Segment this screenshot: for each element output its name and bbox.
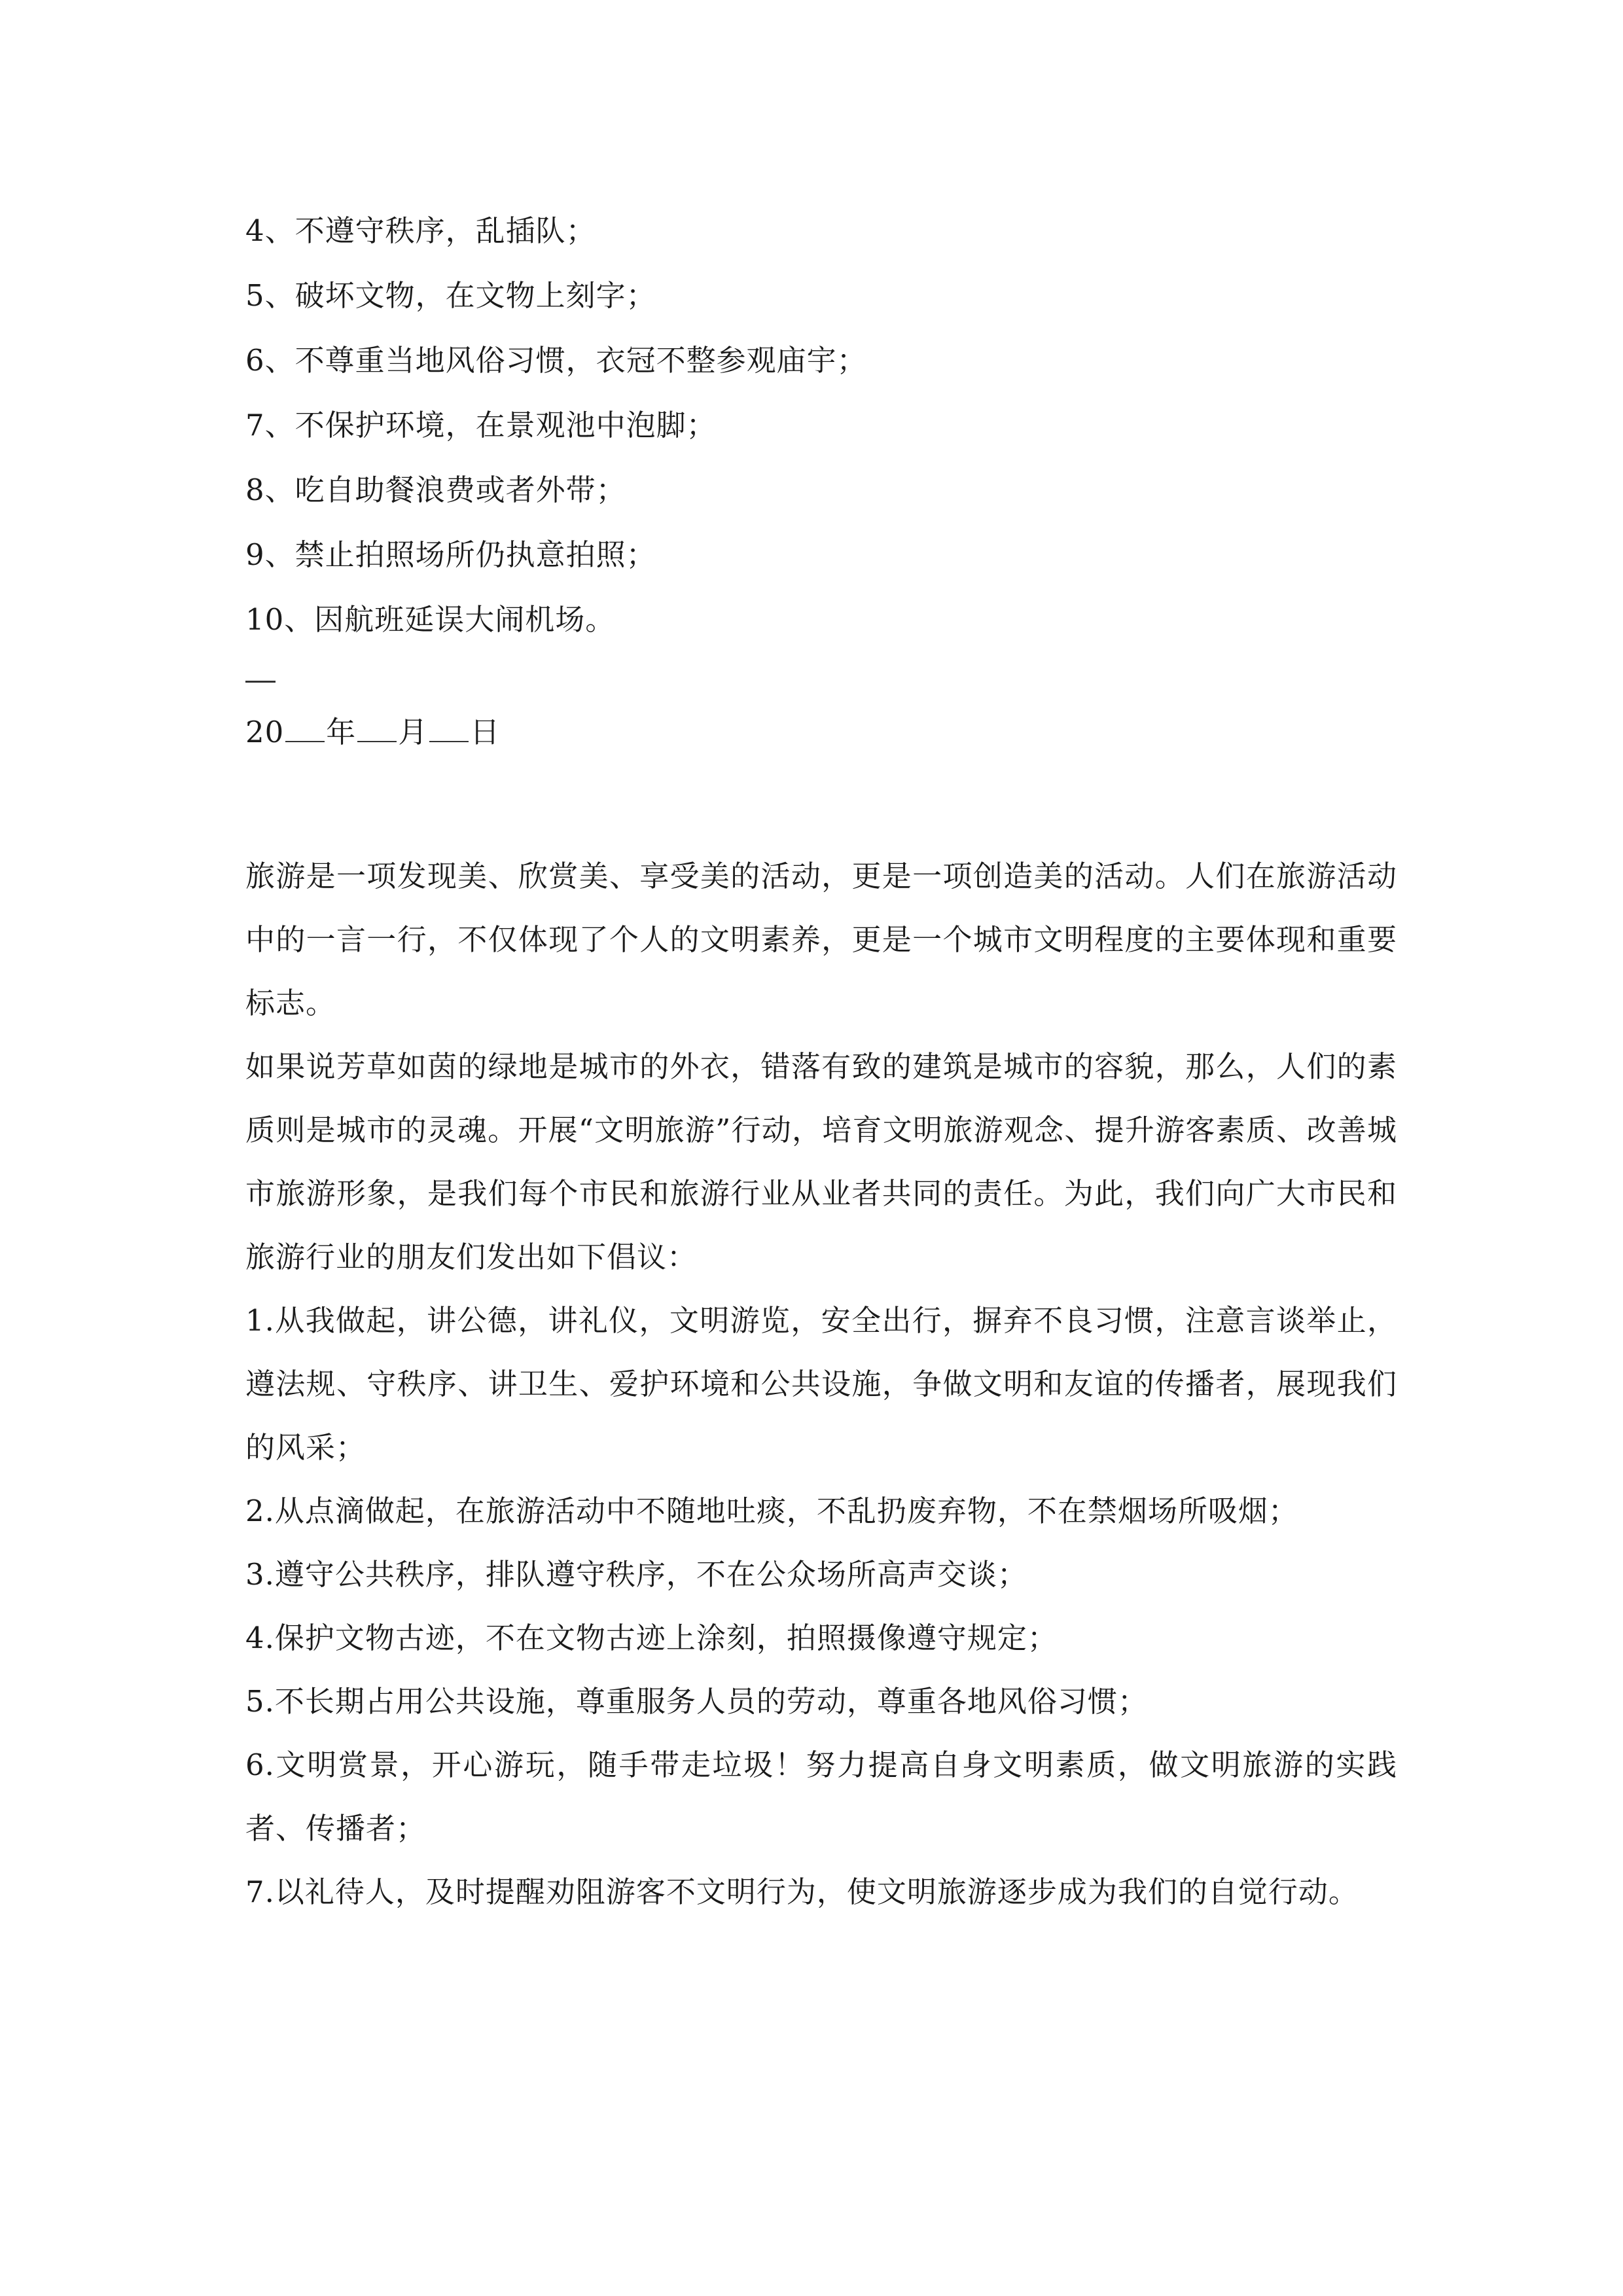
paragraph: 旅游是一项发现美、欣赏美、享受美的活动，更是一项创造美的活动。人们在旅游活动中的一言一行，不仅体现了个人的文明素养，更是一个城市文明程度的主要体现和重要标志。 xyxy=(245,859,1397,1020)
list-item: 5、破坏文物，在文物上刻字； xyxy=(245,278,656,313)
date-year-prefix: 20 xyxy=(245,715,285,749)
prohibited-behavior-list xyxy=(245,198,1397,652)
date-day-suffix: 日 xyxy=(470,715,501,749)
list-item: 9、禁止拍照场所仍执意拍照； xyxy=(245,537,656,572)
date-day-blank xyxy=(429,715,469,742)
date-month-blank xyxy=(357,715,397,742)
list-item: 4、不遵守秩序，乱插队； xyxy=(245,213,596,248)
paragraph: 1.从我做起，讲公德，讲礼仪，文明游览，安全出行，摒弃不良习惯，注意言谈举止，遵法规、守秩序、讲卫生、爱护环境和公共设施，争做文明和友谊的传播者，展现我们的风采； xyxy=(245,1303,1397,1465)
paragraph: 3.遵守公共秩序，排队遵守秩序，不在公众场所高声交谈； xyxy=(245,1557,1027,1592)
list-item: 10、因航班延误大闹机场。 xyxy=(245,602,616,637)
paragraph: 2.从点滴做起，在旅游活动中不随地吐痰，不乱扔废弃物，不在禁烟场所吸烟； xyxy=(245,1494,1298,1528)
date-year-blank xyxy=(285,715,325,742)
paragraph: 如果说芳草如茵的绿地是城市的外衣，错落有致的建筑是城市的容貌，那么，人们的素质则是城市的灵魂。开展“文明旅游”行动，培育文明旅游观念、提升游客素质、改善城市旅游形象，是我们每个市民和旅游行业从业者共同的责任。为此，我们向广大市民和旅游行业的朋友们发出如下倡议： xyxy=(245,1049,1397,1274)
list-item: 7、不保护环境，在景观池中泡脚； xyxy=(245,408,717,442)
signature-blank-line xyxy=(245,681,276,683)
list-item: 6、不尊重当地风俗习惯，衣冠不整参观庙宇； xyxy=(245,343,867,378)
proposal-body xyxy=(245,844,1397,1924)
date-year-suffix: 年 xyxy=(326,715,357,749)
document-content xyxy=(245,198,1397,1924)
paragraph: 7.以礼待人，及时提醒劝阻游客不文明行为，使文明旅游逐步成为我们的自觉行动。 xyxy=(245,1874,1359,1909)
paragraph: 6.文明赏景，开心游玩，随手带走垃圾！努力提高自身文明素质，做文明旅游的实践者、传播者； xyxy=(245,1748,1397,1846)
paragraph: 5.不长期占用公共设施，尊重服务人员的劳动，尊重各地风俗习惯； xyxy=(245,1684,1148,1719)
list-item: 8、吃自助餐浪费或者外带； xyxy=(245,473,626,507)
paragraph: 4.保护文物古迹，不在文物古迹上涂刻，拍照摄像遵守规定； xyxy=(245,1621,1058,1655)
date-line xyxy=(245,700,1397,764)
date-month-suffix: 月 xyxy=(398,715,429,749)
